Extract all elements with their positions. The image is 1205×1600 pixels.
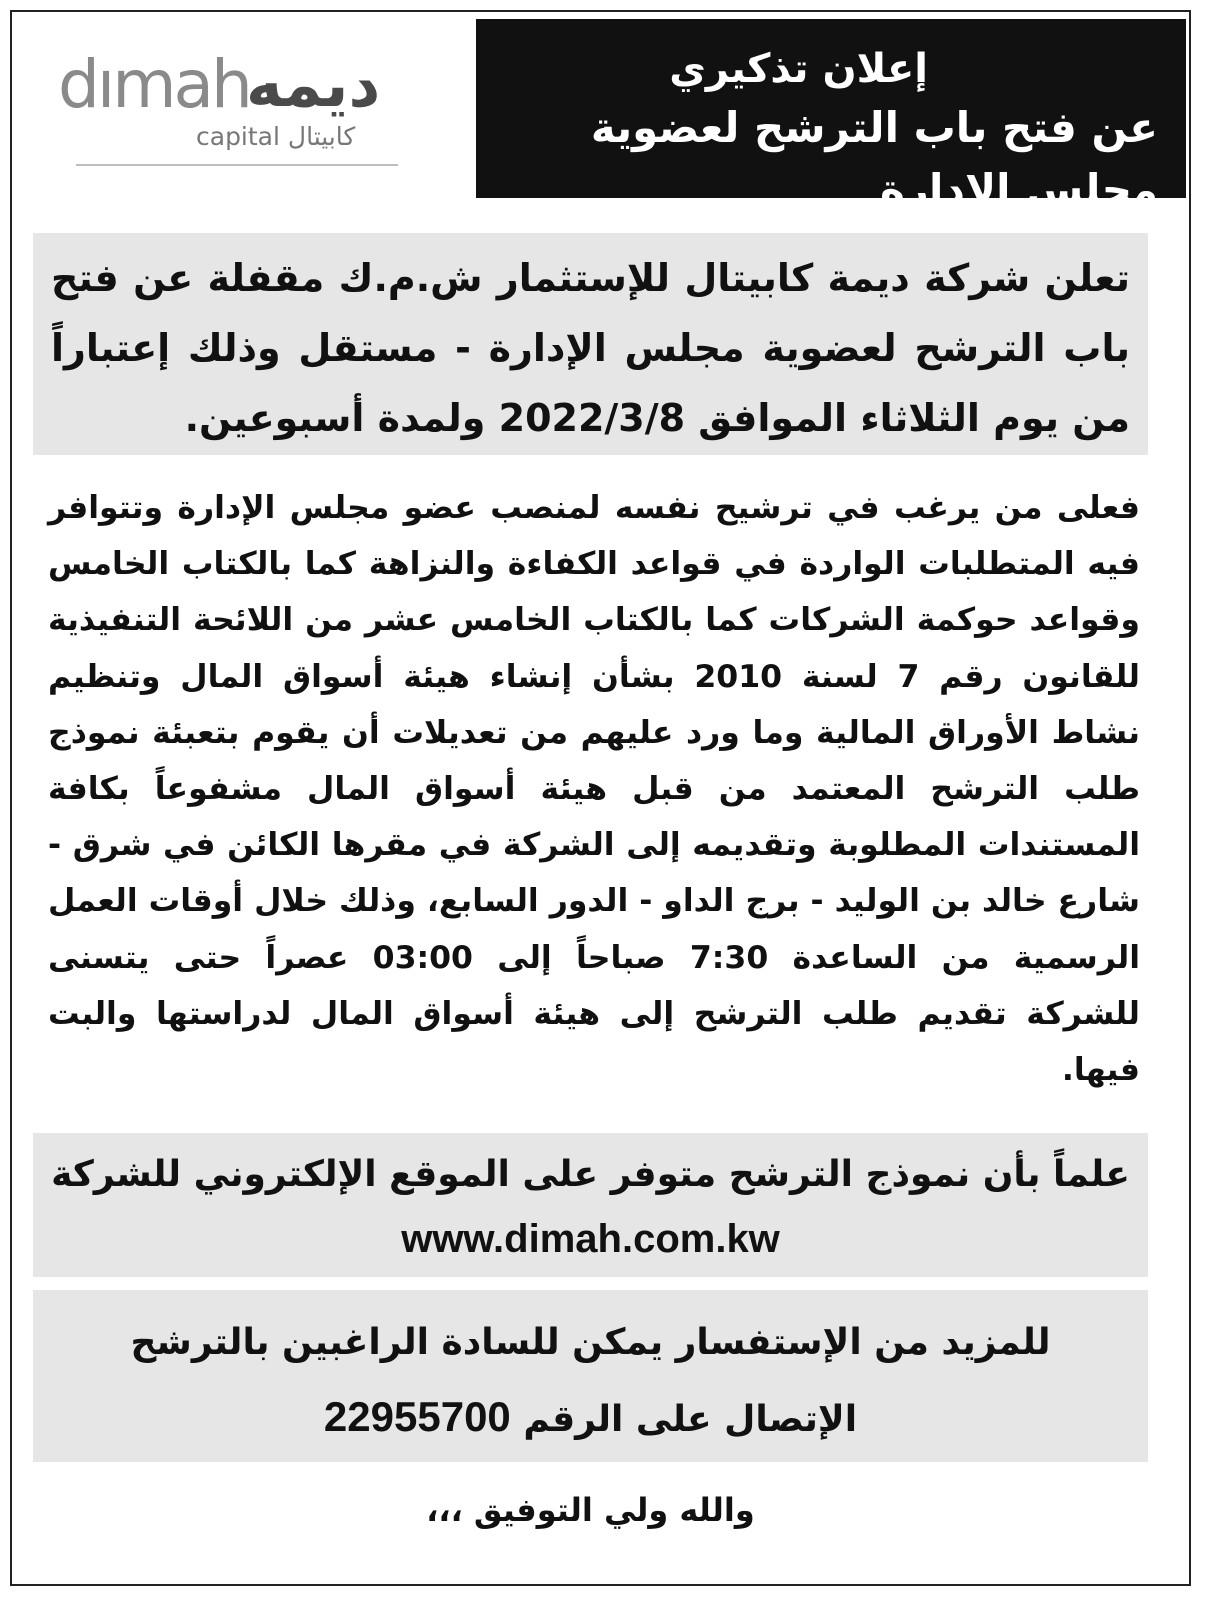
contact-phone-line <box>33 1380 1148 1457</box>
notice-title: إعلان تذكيري <box>669 46 928 92</box>
phone-number: 22955700 <box>323 1393 511 1440</box>
requirements-paragraph: فعلى من يرغب في ترشيح نفسه لمنصب عضو مجلس الإدارة وتتوافر فيه المتطلبات الواردة في قواعد الكفاءة والنزاهة كما بالكتاب الخامس وقواعد حوكمة الشركات كما بالكتاب الخامس عشر من اللائحة التنفيذية للقانون رقم 7 لسنة 2010 بشأن إنشاء هيئة أسواق المال وتنظيم نشاط الأوراق المالية وما ورد عليهم من تعديلات أن يقوم بتعبئة نموذج طلب الترشح المعتمد من قبل هيئة أسواق المال مشفوعاً بكافة المستندات المطلوبة وتقديمه إلى الشركة في مقرها الكائن في شرق - شارع خالد بن الوليد - برج الداو - الدور السابع، وذلك خلال أوقات العمل الرسمية من الساعدة 7:30 صباحاً إلى 03:00 عصراً حتى يتسنى للشركة تقديم طلب الترشح إلى هيئة أسواق المال لدراستها والبت فيها. <box>48 490 1141 1089</box>
announcement-paragraph: تعلن شركة ديمة كابيتال للإستثمار ش.م.ك مقفلة عن فتح باب الترشح لعضوية مجلس الإدارة - مستقل وذلك إعتباراً من يوم الثلاثاء الموافق 2022/3/8 ولمدة أسبوعين. <box>33 233 1148 455</box>
company-logo <box>48 40 428 190</box>
logo-latin-text: dımah <box>58 46 250 123</box>
logo-arabic-text: ديمه <box>246 48 381 121</box>
website-url: www.dimah.com.kw <box>401 1217 780 1261</box>
notice-title-banner <box>476 19 1186 214</box>
website-note-text: علماً بأن نموذج الترشح متوفر على الموقع الإلكتروني للشركة <box>51 1154 1130 1195</box>
website-note-panel <box>33 1133 1148 1277</box>
logo-sub-latin: capital <box>196 122 280 151</box>
logo-underline <box>76 164 398 166</box>
contact-phone-label: الإتصال على الرقم <box>523 1399 858 1440</box>
contact-text: للمزيد من الإستفسار يمكن للسادة الراغبين بالترشح <box>130 1322 1051 1363</box>
notice-subtitle: عن فتح باب الترشح لعضوية مجلس الإدارة <box>590 103 1158 214</box>
logo-sub-arabic: كابيتال <box>287 122 356 151</box>
closing-phrase: والله ولي التوفيق ،،، <box>426 1491 755 1529</box>
logo-subtitle <box>196 120 355 154</box>
contact-panel <box>33 1290 1148 1462</box>
